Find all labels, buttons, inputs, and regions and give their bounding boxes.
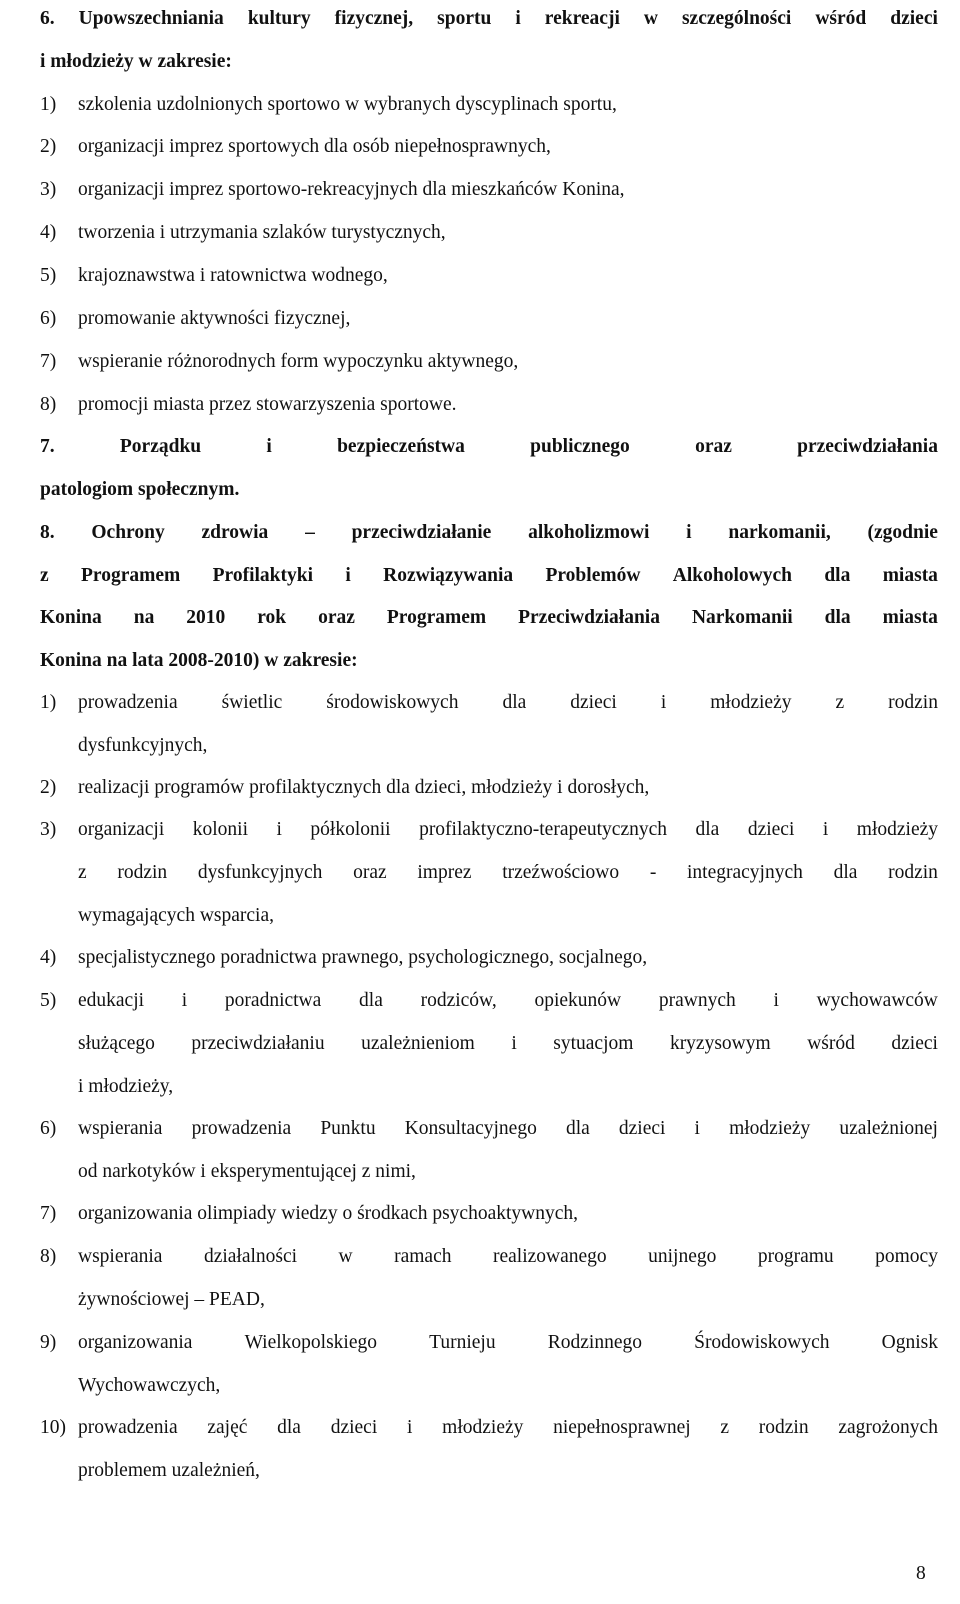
list-item-text: Wychowawczych,	[78, 1375, 221, 1396]
list-item-number: 8)	[40, 394, 57, 415]
list-item-number: 4)	[40, 222, 57, 243]
list-item-number: 2)	[40, 777, 57, 798]
list-item-number: 6)	[40, 1118, 57, 1139]
list-item-number: 5)	[40, 265, 57, 286]
page-number: 8	[916, 1563, 926, 1584]
list-item-text: od narkotyków i eksperymentującej z nimi,	[78, 1161, 416, 1182]
list-item-text: tworzenia i utrzymania szlaków turystycznych,	[78, 222, 446, 243]
list-item-number: 1)	[40, 692, 57, 713]
list-item-text: dysfunkcyjnych,	[78, 735, 208, 756]
section-heading-line: patologiom społecznym.	[40, 479, 240, 500]
list-item-number: 3)	[40, 819, 57, 840]
list-item-text: żywnościowej – PEAD,	[78, 1289, 265, 1310]
section-heading-line: 8. Ochrony zdrowia – przeciwdziałanie alkoholizmowi i narkomanii, (zgodnie	[40, 522, 938, 543]
list-item-text: edukacji i poradnictwa dla rodziców, opiekunów prawnych i wychowawców	[78, 990, 938, 1011]
list-item-number: 1)	[40, 94, 57, 115]
list-item-number: 2)	[40, 136, 57, 157]
list-item-text: prowadzenia zajęć dla dzieci i młodzieży niepełnosprawnej z rodzin zagrożonych	[78, 1417, 938, 1438]
list-item-number: 6)	[40, 308, 57, 329]
list-item-text: i młodzieży,	[78, 1076, 174, 1097]
list-item-text: specjalistycznego poradnictwa prawnego, psychologicznego, socjalnego,	[78, 947, 648, 968]
list-item-number: 4)	[40, 947, 57, 968]
list-item-number: 5)	[40, 990, 57, 1011]
list-item-number: 9)	[40, 1332, 57, 1353]
list-item-number: 8)	[40, 1246, 57, 1267]
list-item-text: organizacji kolonii i półkolonii profilaktyczno-terapeutycznych dla dzieci i młodzieży	[78, 819, 938, 840]
list-item-text: wspieranie różnorodnych form wypoczynku aktywnego,	[78, 351, 519, 372]
list-item-text: z rodzin dysfunkcyjnych oraz imprez trzeźwościowo - integracyjnych dla rodzin	[78, 862, 938, 883]
list-item-text: realizacji programów profilaktycznych dla dzieci, młodzieży i dorosłych,	[78, 777, 650, 798]
list-item-text: promowanie aktywności fizycznej,	[78, 308, 351, 329]
list-item-text: organizacji imprez sportowo-rekreacyjnych dla mieszkańców Konina,	[78, 179, 625, 200]
section-heading-line: Konina na 2010 rok oraz Programem Przeciwdziałania Narkomanii dla miasta	[40, 607, 938, 628]
list-item-text: służącego przeciwdziałaniu uzależnieniom i sytuacjom kryzysowym wśród dzieci	[78, 1033, 938, 1054]
list-item-text: organizowania olimpiady wiedzy o środkach psychoaktywnych,	[78, 1203, 579, 1224]
section-heading-line: i młodzieży w zakresie:	[40, 51, 232, 72]
list-item-text: problemem uzależnień,	[78, 1460, 260, 1481]
section-heading-line: Konina na lata 2008-2010) w zakresie:	[40, 650, 358, 671]
list-item-text: wspierania działalności w ramach realizowanego unijnego programu pomocy	[78, 1246, 938, 1267]
list-item-text: prowadzenia świetlic środowiskowych dla dzieci i młodzieży z rodzin	[78, 692, 938, 713]
list-item-text: szkolenia uzdolnionych sportowo w wybranych dyscyplinach sportu,	[78, 94, 617, 115]
list-item-text: wspierania prowadzenia Punktu Konsultacyjnego dla dzieci i młodzieży uzależnionej	[78, 1118, 938, 1139]
list-item-text: wymagających wsparcia,	[78, 905, 274, 926]
section-heading-line: z Programem Profilaktyki i Rozwiązywania Problemów Alkoholowych dla miasta	[40, 565, 938, 586]
list-item-number: 3)	[40, 179, 57, 200]
list-item-text: organizowania Wielkopolskiego Turnieju Rodzinnego Środowiskowych Ognisk	[78, 1332, 938, 1353]
list-item-text: promocji miasta przez stowarzyszenia sportowe.	[78, 394, 457, 415]
list-item-number: 10)	[40, 1417, 66, 1438]
section-heading-line: 7. Porządku i bezpieczeństwa publicznego oraz przeciwdziałania	[40, 436, 938, 457]
list-item-number: 7)	[40, 351, 57, 372]
section-heading-line: 6. Upowszechniania kultury fizycznej, sportu i rekreacji w szczególności wśród dzieci	[40, 8, 938, 29]
list-item-text: organizacji imprez sportowych dla osób niepełnosprawnych,	[78, 136, 551, 157]
list-item-number: 7)	[40, 1203, 57, 1224]
list-item-text: krajoznawstwa i ratownictwa wodnego,	[78, 265, 388, 286]
